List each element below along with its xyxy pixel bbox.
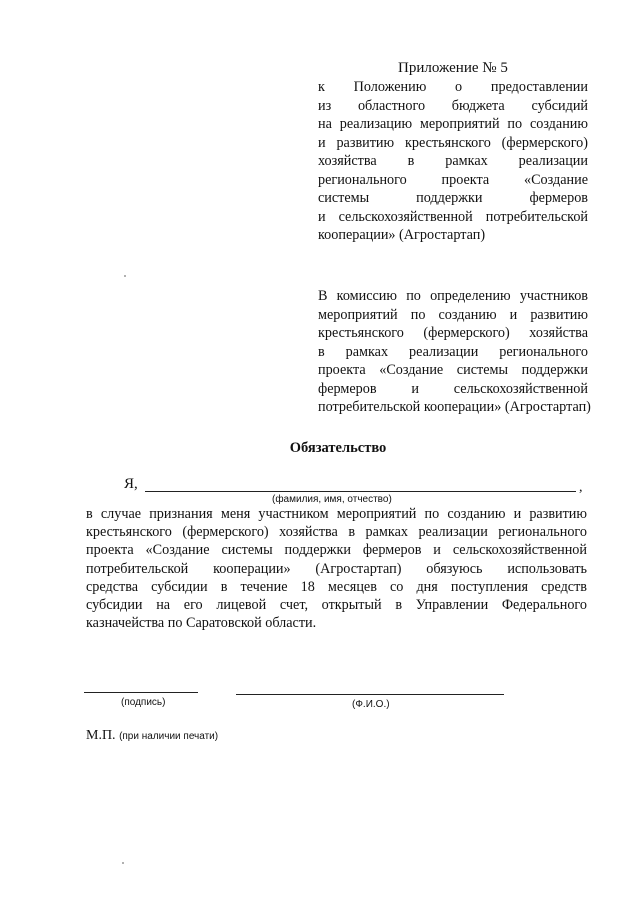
signatory-name-caption: (Ф.И.О.)	[352, 699, 390, 710]
declarant-prefix: Я,	[124, 476, 138, 492]
addressee-line: фермеров и сельскохозяйственной	[318, 380, 588, 397]
scan-speck	[124, 275, 126, 277]
addressee-line: в рамках реализации регионального	[318, 343, 588, 360]
signature-caption: (подпись)	[121, 697, 166, 708]
body-line: субсидии на его лицевой счет, открытый в Управлении Федерального	[86, 597, 587, 614]
scan-speck	[122, 862, 124, 864]
ref-line: регионального проекта «Создание	[318, 171, 588, 188]
addressee-line: мероприятий по созданию и развитию	[318, 306, 588, 323]
addressee-line: потребительской кооперации» (Агростартап)	[318, 399, 591, 415]
declarant-suffix: ,	[579, 480, 583, 495]
declarant-name-field[interactable]	[145, 491, 576, 492]
ref-line: к Положению о предоставлении	[318, 79, 588, 95]
appendix-title: Приложение № 5	[398, 60, 508, 76]
ref-line: хозяйства в рамках реализации	[318, 153, 588, 169]
body-line: в случае признания меня участником мероприятий по созданию и развитию	[86, 506, 587, 522]
ref-line: системы поддержки фермеров	[318, 190, 588, 206]
declarant-caption: (фамилия, имя, отчество)	[272, 494, 392, 505]
ref-line: и сельскохозяйственной потребительской	[318, 208, 588, 225]
signature-field[interactable]	[84, 692, 198, 693]
addressee-line: крестьянского (фермерского) хозяйства	[318, 325, 588, 341]
appendix-reference	[318, 78, 588, 245]
ref-line: на реализацию мероприятий по созданию	[318, 116, 588, 132]
body-line: средства субсидии в течение 18 месяцев со дня поступления средств	[86, 578, 587, 595]
body-line: крестьянского (фермерского) хозяйства в рамках реализации регионального	[86, 524, 587, 541]
obligation-text	[86, 505, 587, 632]
ref-line: из областного бюджета субсидий	[318, 97, 588, 114]
document-heading: Обязательство	[289, 440, 387, 456]
stamp-note: (при наличии печати)	[119, 731, 219, 742]
addressee-line: В комиссию по определению участников	[318, 288, 588, 304]
stamp-label: М.П.	[86, 728, 116, 743]
addressee-block	[318, 287, 591, 417]
stamp-place	[86, 728, 218, 744]
addressee-line: проекта «Создание системы поддержки	[318, 362, 588, 378]
signatory-name-field[interactable]	[236, 694, 504, 695]
body-line: проекта «Создание системы поддержки фермеров и сельскохозяйственной	[86, 542, 587, 559]
body-line: потребительской кооперации» (Агростартап) обязуюсь использовать	[86, 560, 587, 577]
ref-line: и развитию крестьянского (фермерского)	[318, 134, 588, 151]
body-line: казначейства по Саратовской области.	[86, 615, 317, 632]
ref-line: кооперации» (Агростартап)	[318, 227, 486, 243]
